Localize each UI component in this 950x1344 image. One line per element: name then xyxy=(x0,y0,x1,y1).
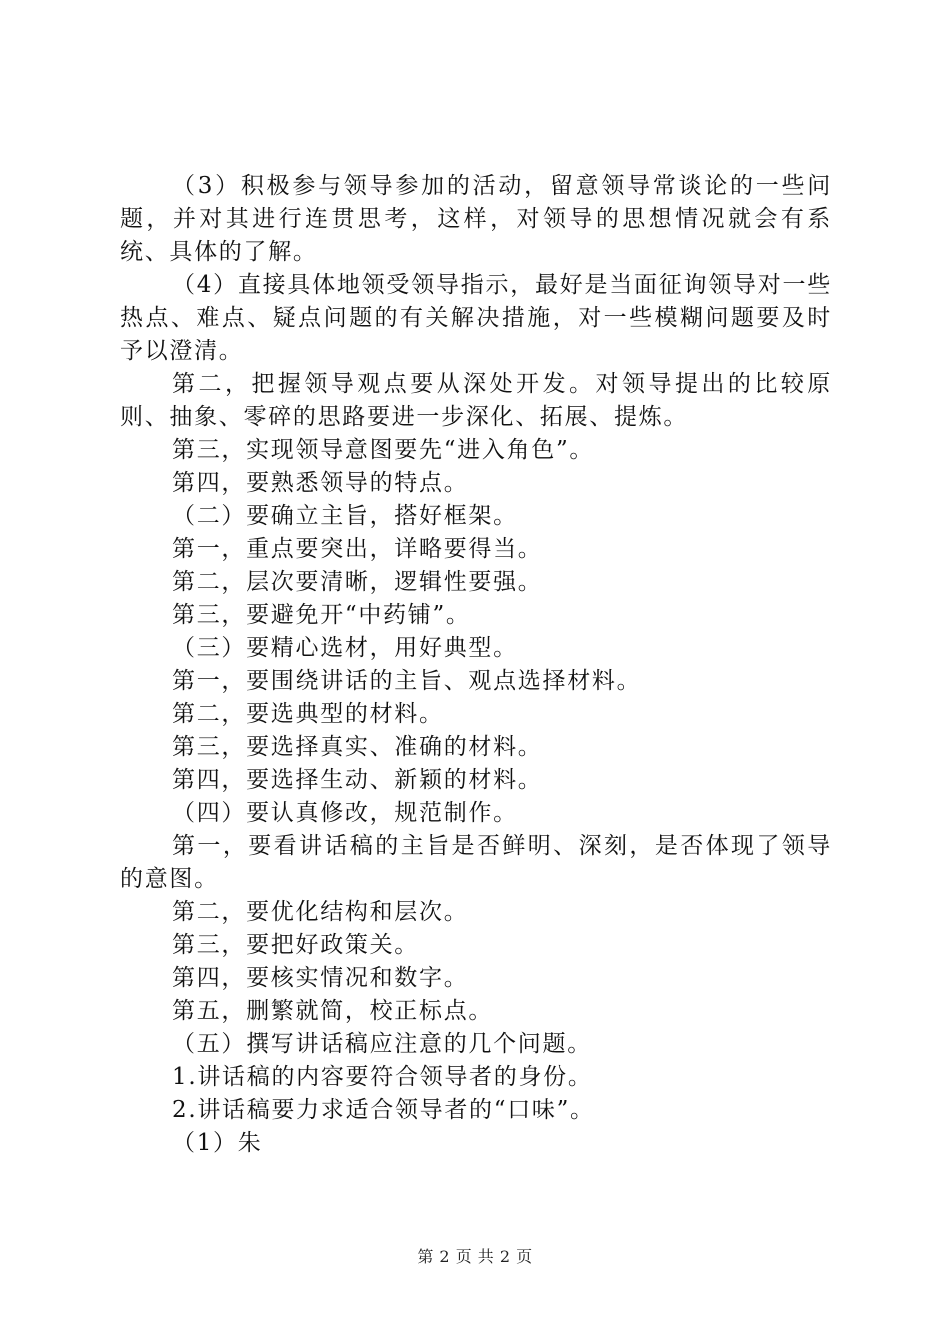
paragraph: 第三，要选择真实、准确的材料。 xyxy=(172,734,543,760)
paragraph: 第五，删繁就简，校正标点。 xyxy=(172,998,494,1024)
paragraph: 第四，要核实情况和数字。 xyxy=(172,965,469,991)
paragraph: 第三，要避免开“中药铺”。 xyxy=(172,602,471,628)
paragraph: 2.讲话稿要力求适合领导者的“口味”。 xyxy=(172,1097,595,1123)
paragraph: 第四，要熟悉领导的特点。 xyxy=(172,470,469,496)
paragraph: 第二，把握领导观点要从深处开发。对领导提出的比较原则、抽象、零碎的思路要进一步深化、拓展、提炼。 xyxy=(120,371,832,430)
paragraph: 第三，实现领导意图要先“进入角色”。 xyxy=(172,437,595,463)
paragraph: （四）要认真修改，规范制作。 xyxy=(172,800,518,826)
paragraph: （4）直接具体地领受领导指示，最好是当面征询领导对一些热点、难点、疑点问题的有关解决措施，对一些模糊问题要及时予以澄清。 xyxy=(120,272,832,364)
paragraph: 第一，要围绕讲话的主旨、观点选择材料。 xyxy=(172,668,642,694)
document-body xyxy=(120,170,832,1160)
paragraph: 1.讲话稿的内容要符合领导者的身份。 xyxy=(172,1064,593,1090)
paragraph: 第四，要选择生动、新颖的材料。 xyxy=(172,767,543,793)
paragraph: 第二，要选典型的材料。 xyxy=(172,701,444,727)
paragraph: （3）积极参与领导参加的活动，留意领导常谈论的一些问题，并对其进行连贯思考，这样，对领导的思想情况就会有系统、具体的了解。 xyxy=(120,173,832,265)
paragraph: 第三，要把好政策关。 xyxy=(172,932,419,958)
paragraph: 第二，要优化结构和层次。 xyxy=(172,899,469,925)
paragraph: 第一，要看讲话稿的主旨是否鲜明、深刻，是否体现了领导的意图。 xyxy=(120,833,832,892)
paragraph: 第二，层次要清晰，逻辑性要强。 xyxy=(172,569,543,595)
paragraph: （三）要精心选材，用好典型。 xyxy=(172,635,518,661)
paragraph: 第一，重点要突出，详略要得当。 xyxy=(172,536,543,562)
paragraph: （1）朱 xyxy=(172,1130,263,1156)
paragraph: （二）要确立主旨，搭好框架。 xyxy=(172,503,518,529)
page-number-footer: 第 2 页 共 2 页 xyxy=(417,1247,533,1266)
paragraph: （五）撰写讲话稿应注意的几个问题。 xyxy=(172,1031,592,1057)
